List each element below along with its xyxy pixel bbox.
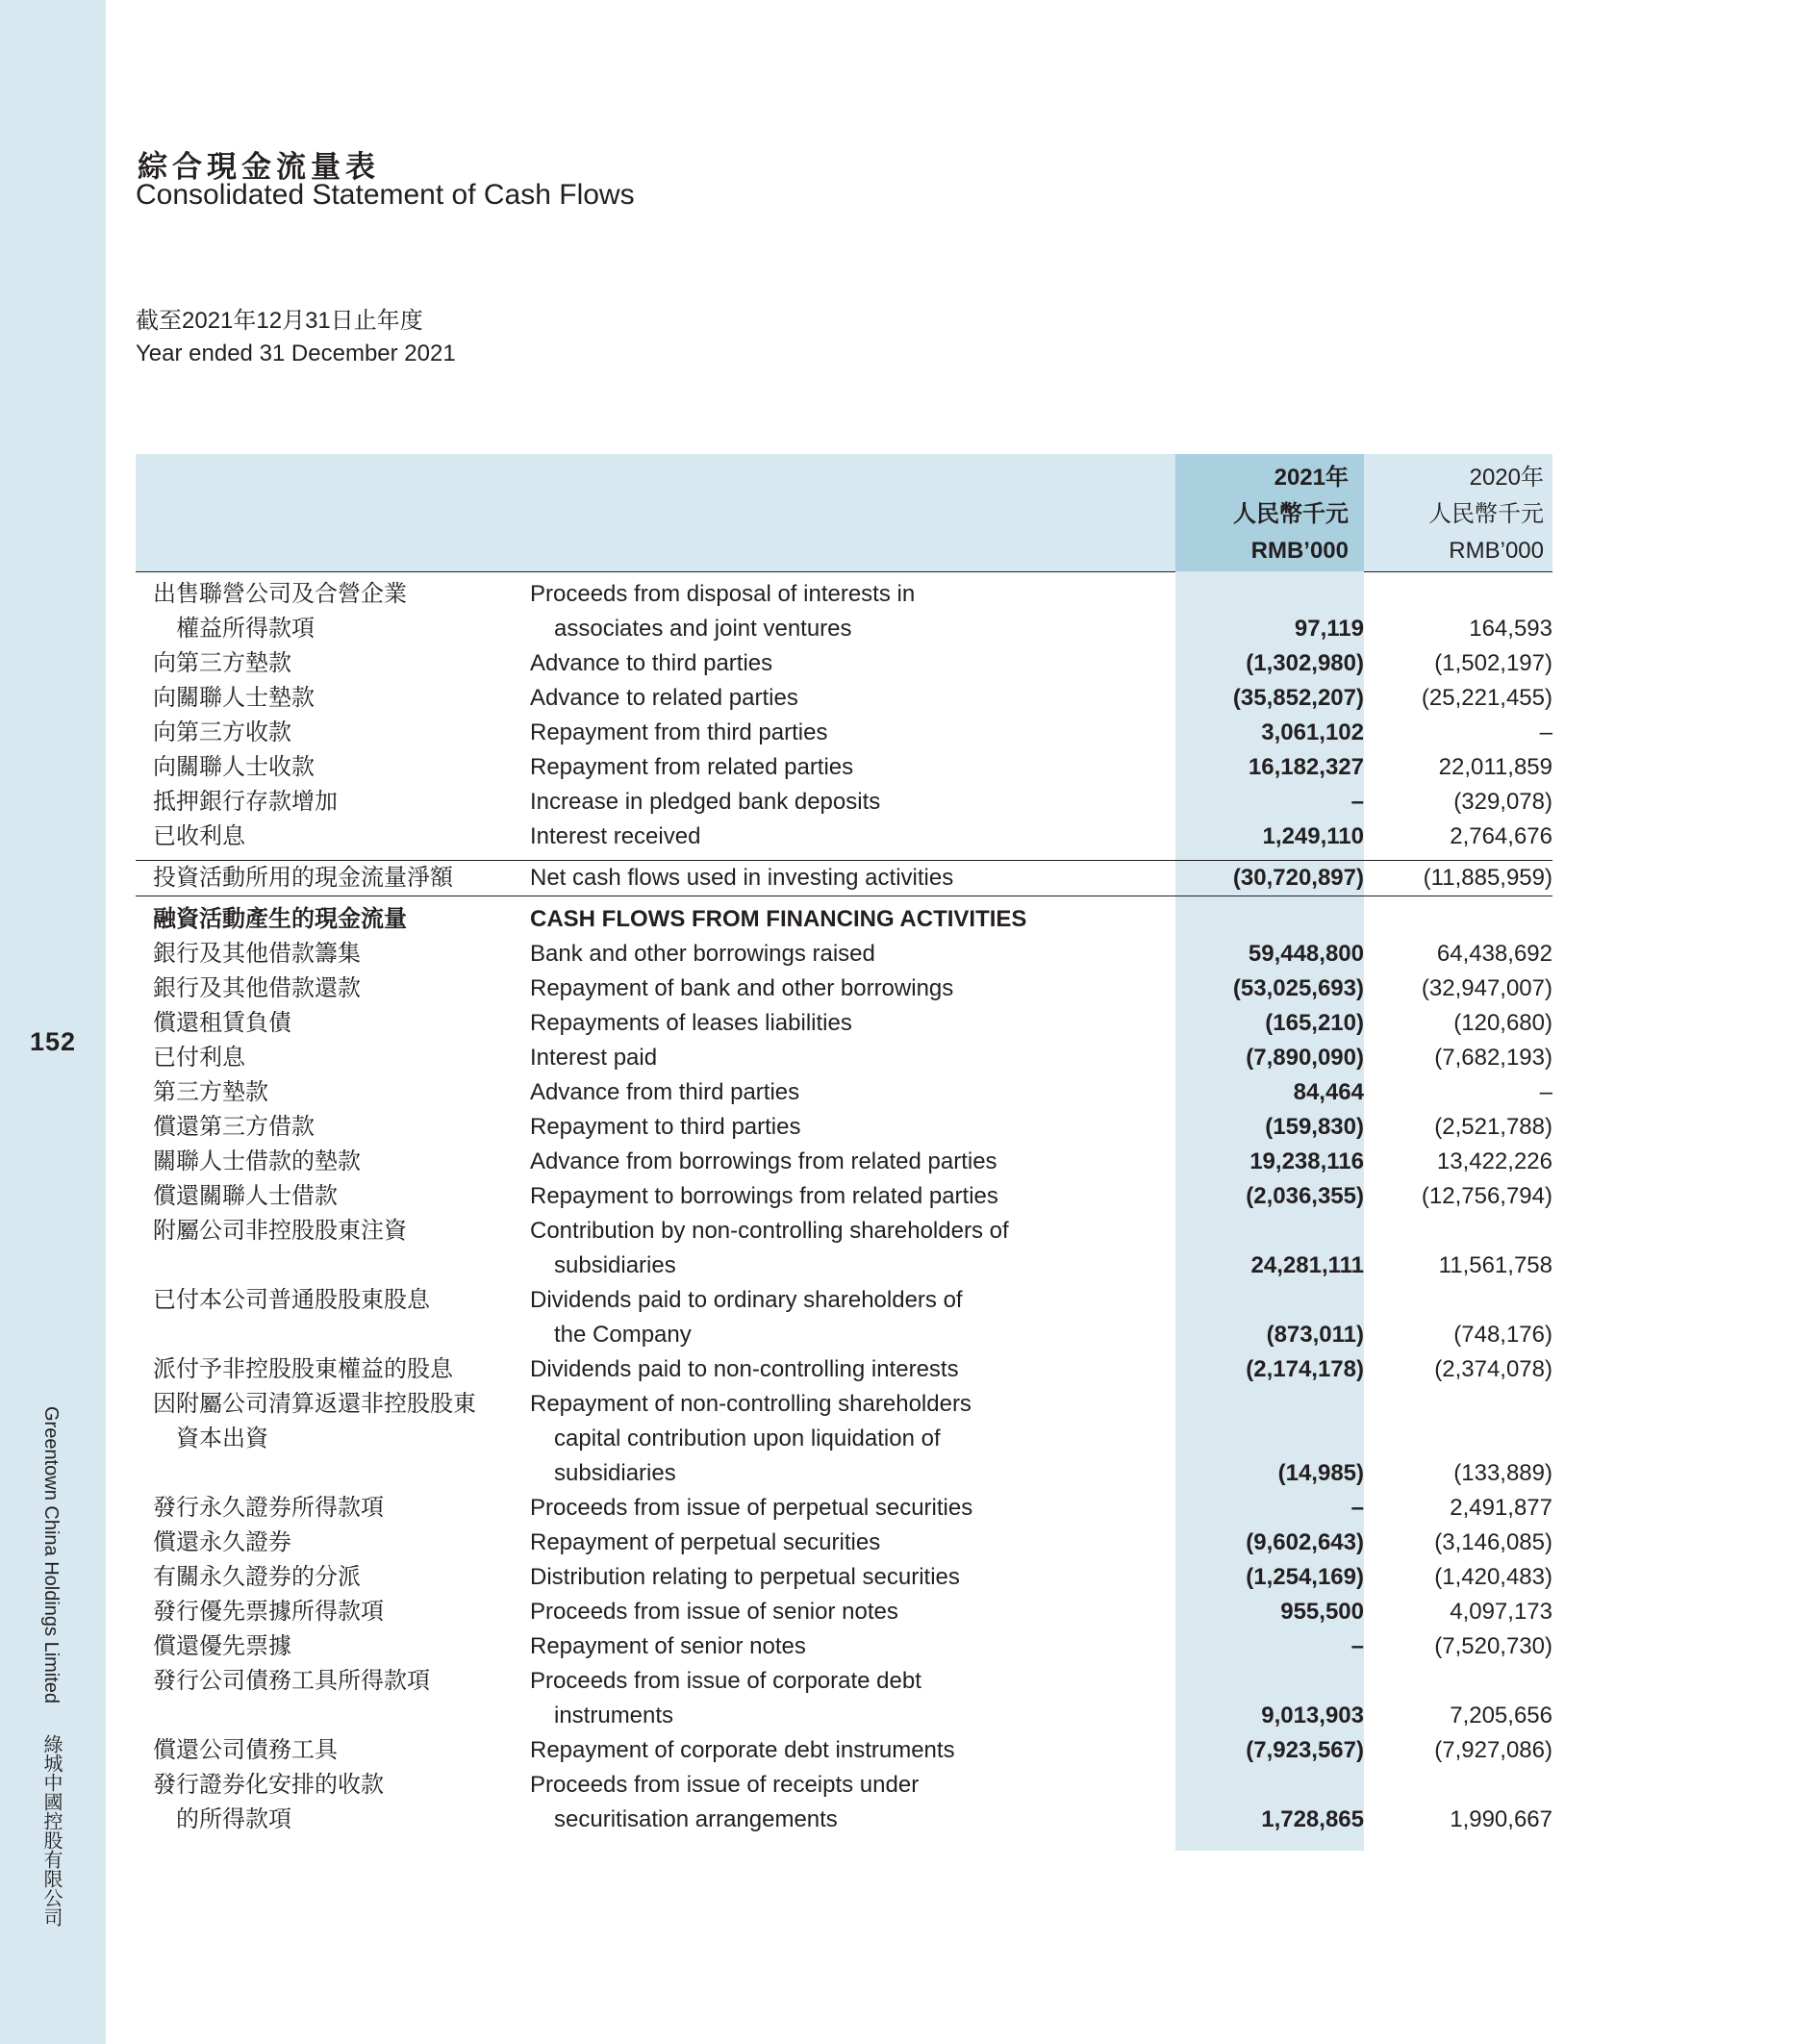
column-2021-unit-en: RMB’000 bbox=[1250, 538, 1349, 564]
row-label-en-line: subsidiaries bbox=[554, 1252, 676, 1278]
row-label-en bbox=[530, 1214, 1174, 1283]
row-label-zh bbox=[153, 1145, 514, 1179]
row-label-en-line: Proceeds from disposal of interests in bbox=[530, 581, 916, 607]
value-2021: (14,985) bbox=[1277, 1460, 1364, 1486]
row-label-zh bbox=[153, 861, 514, 896]
row-label-zh bbox=[153, 646, 514, 681]
row-label-zh-line: 因附屬公司清算返還非控股股東 bbox=[153, 1391, 476, 1417]
table-row bbox=[136, 1006, 1552, 1041]
row-label-en bbox=[530, 1110, 1174, 1145]
value-2020: (11,885,959) bbox=[1423, 865, 1552, 891]
row-label-en-line: Advance from third parties bbox=[530, 1079, 800, 1105]
row-label-zh bbox=[153, 1595, 514, 1629]
row-label-en-line: Repayment to borrowings from related parties bbox=[530, 1183, 998, 1209]
page-title-zh: 綜合現金流量表 bbox=[138, 150, 380, 185]
value-2021: (2,174,178) bbox=[1246, 1356, 1364, 1382]
value-2021: – bbox=[1350, 1633, 1364, 1659]
value-2020: (1,502,197) bbox=[1434, 650, 1552, 676]
row-label-en-line: Interest paid bbox=[530, 1045, 658, 1071]
row-label-zh bbox=[153, 716, 514, 750]
value-2020: 1,990,667 bbox=[1450, 1806, 1552, 1832]
row-label-en-line: Repayment to third parties bbox=[530, 1114, 801, 1140]
table-row bbox=[136, 1179, 1552, 1214]
table-row bbox=[136, 1629, 1552, 1664]
table-row bbox=[136, 1768, 1552, 1837]
row-label-zh-line: 投資活動所用的現金流量淨額 bbox=[153, 865, 453, 891]
row-label-zh bbox=[153, 937, 514, 972]
value-2020: 164,593 bbox=[1469, 616, 1552, 642]
value-2020: (7,927,086) bbox=[1434, 1737, 1552, 1763]
company-name-en: Greentown China Holdings Limited bbox=[40, 1406, 62, 1704]
value-2021: 1,249,110 bbox=[1262, 823, 1364, 849]
row-label-zh bbox=[153, 681, 514, 716]
value-2020: (329,078) bbox=[1453, 789, 1552, 815]
table-row bbox=[136, 937, 1552, 972]
row-label-en bbox=[530, 716, 1174, 750]
cash-flow-table-body bbox=[136, 577, 1552, 1837]
row-label-en bbox=[530, 646, 1174, 681]
row-label-zh-line: 向關聯人士收款 bbox=[153, 754, 315, 780]
row-label-zh-line: 第三方墊款 bbox=[153, 1079, 268, 1105]
row-label-zh bbox=[153, 820, 514, 854]
value-2021: 16,182,327 bbox=[1248, 754, 1364, 780]
table-total-row bbox=[136, 860, 1552, 896]
row-label-zh bbox=[153, 1664, 514, 1699]
row-label-zh bbox=[153, 1006, 514, 1041]
row-label-zh-line: 權益所得款項 bbox=[176, 616, 315, 642]
row-label-zh-line: 已付本公司普通股股東股息 bbox=[153, 1287, 430, 1313]
row-label-zh-line: 向第三方墊款 bbox=[153, 650, 291, 676]
row-label-en bbox=[530, 1595, 1174, 1629]
value-2021: 19,238,116 bbox=[1249, 1148, 1364, 1174]
value-2020: 64,438,692 bbox=[1436, 941, 1552, 967]
row-label-en bbox=[530, 861, 1174, 896]
value-2021: (873,011) bbox=[1266, 1322, 1364, 1348]
row-label-en-line: Distribution relating to perpetual securities bbox=[530, 1564, 960, 1590]
row-label-zh bbox=[153, 785, 514, 820]
row-label-zh bbox=[153, 1733, 514, 1768]
row-label-en bbox=[530, 1491, 1174, 1526]
row-label-en-line: Repayment of non-controlling shareholders bbox=[530, 1391, 972, 1417]
row-label-zh bbox=[153, 1110, 514, 1145]
company-name-vertical bbox=[38, 1406, 65, 1927]
table-row bbox=[136, 750, 1552, 785]
row-label-zh bbox=[153, 1768, 514, 1837]
value-2021: 1,728,865 bbox=[1261, 1806, 1364, 1832]
value-2020: 7,205,656 bbox=[1450, 1703, 1552, 1729]
row-label-en-line: Dividends paid to ordinary shareholders of bbox=[530, 1287, 963, 1313]
company-name-zh: 綠城中國控股有限公司 bbox=[40, 1733, 62, 1927]
row-label-en-line: securitisation arrangements bbox=[554, 1806, 838, 1832]
value-2020: (12,756,794) bbox=[1421, 1183, 1552, 1209]
page-number: 152 bbox=[29, 1027, 77, 1056]
table-row bbox=[136, 1387, 1552, 1491]
row-label-en bbox=[530, 1629, 1174, 1664]
row-label-en-line: Advance to third parties bbox=[530, 650, 773, 676]
row-label-zh-line: 銀行及其他借款籌集 bbox=[153, 941, 361, 967]
table-row bbox=[136, 716, 1552, 750]
row-label-en-line: Proceeds from issue of receipts under bbox=[530, 1772, 920, 1798]
row-label-en bbox=[530, 1179, 1174, 1214]
row-label-zh-line: 資本出資 bbox=[176, 1426, 268, 1451]
row-label-en-line: Increase in pledged bank deposits bbox=[530, 789, 881, 815]
row-label-zh-line: 已付利息 bbox=[153, 1045, 245, 1071]
row-label-zh-line: 銀行及其他借款還款 bbox=[153, 975, 361, 1001]
value-2020: (2,521,788) bbox=[1434, 1114, 1552, 1140]
row-label-en bbox=[530, 1387, 1174, 1491]
value-2021: (1,254,169) bbox=[1246, 1564, 1364, 1590]
row-label-en-line: subsidiaries bbox=[554, 1460, 676, 1486]
row-label-en bbox=[530, 785, 1174, 820]
value-2021: 59,448,800 bbox=[1248, 941, 1364, 967]
value-2020: (7,520,730) bbox=[1434, 1633, 1552, 1659]
row-label-zh-line: 派付予非控股股東權益的股息 bbox=[153, 1356, 453, 1382]
row-label-zh bbox=[153, 902, 514, 937]
value-2020: (133,889) bbox=[1453, 1460, 1552, 1486]
column-2020-unit-zh: 人民幣千元 bbox=[1428, 501, 1544, 527]
value-2021: 84,464 bbox=[1293, 1079, 1364, 1105]
table-row bbox=[136, 785, 1552, 820]
row-label-en-line: Repayment of bank and other borrowings bbox=[530, 975, 954, 1001]
row-label-en-line: associates and joint ventures bbox=[554, 616, 852, 642]
row-label-zh bbox=[153, 1041, 514, 1075]
page-title-en: Consolidated Statement of Cash Flows bbox=[136, 179, 635, 211]
value-2021: – bbox=[1350, 1495, 1364, 1521]
value-2020: (32,947,007) bbox=[1421, 975, 1552, 1001]
row-label-zh bbox=[153, 1560, 514, 1595]
column-2020-unit-en: RMB’000 bbox=[1449, 538, 1544, 564]
value-2020: 22,011,859 bbox=[1438, 754, 1552, 780]
table-row bbox=[136, 1214, 1552, 1283]
row-label-en bbox=[530, 1526, 1174, 1560]
value-2021: 9,013,903 bbox=[1261, 1703, 1364, 1729]
value-2020: (7,682,193) bbox=[1434, 1045, 1552, 1071]
row-label-zh bbox=[153, 1526, 514, 1560]
value-2020: (1,420,483) bbox=[1434, 1564, 1552, 1590]
row-label-en bbox=[530, 820, 1174, 854]
row-label-en-line: Repayment of senior notes bbox=[530, 1633, 806, 1659]
row-label-en bbox=[530, 1733, 1174, 1768]
value-2020: (2,374,078) bbox=[1434, 1356, 1552, 1382]
value-2021: (2,036,355) bbox=[1246, 1183, 1364, 1209]
row-label-en bbox=[530, 681, 1174, 716]
value-2020: 13,422,226 bbox=[1436, 1148, 1552, 1174]
row-label-en bbox=[530, 1006, 1174, 1041]
row-label-zh-line: 有關永久證券的分派 bbox=[153, 1564, 361, 1590]
table-row bbox=[136, 1491, 1552, 1526]
column-2020-year: 2020年 bbox=[1469, 465, 1544, 491]
row-label-zh bbox=[153, 972, 514, 1006]
column-2021-unit-zh: 人民幣千元 bbox=[1233, 501, 1349, 527]
row-label-zh bbox=[153, 1387, 514, 1456]
row-label-en bbox=[530, 1768, 1174, 1837]
value-2021: 24,281,111 bbox=[1250, 1252, 1364, 1278]
table-row bbox=[136, 1595, 1552, 1629]
table-row bbox=[136, 1283, 1552, 1352]
row-label-en-line: Repayment from third parties bbox=[530, 719, 828, 745]
row-label-zh-line: 抵押銀行存款增加 bbox=[153, 789, 338, 815]
row-label-zh-line: 出售聯營公司及合營企業 bbox=[153, 581, 407, 607]
row-label-en-line: Repayment from related parties bbox=[530, 754, 854, 780]
row-label-zh bbox=[153, 1075, 514, 1110]
table-section-row bbox=[136, 902, 1552, 937]
row-label-en bbox=[530, 902, 1174, 937]
row-label-en-line: CASH FLOWS FROM FINANCING ACTIVITIES bbox=[530, 906, 1027, 932]
row-label-en-line: instruments bbox=[554, 1703, 674, 1729]
table-row bbox=[136, 1110, 1552, 1145]
row-label-zh-line: 向關聯人士墊款 bbox=[153, 685, 315, 711]
column-2021-year: 2021年 bbox=[1274, 465, 1349, 491]
row-label-en-line: Contribution by non-controlling shareholders of bbox=[530, 1218, 1009, 1244]
value-2020: 2,491,877 bbox=[1450, 1495, 1552, 1521]
row-label-zh-line: 償還永久證券 bbox=[153, 1529, 291, 1555]
column-header-2020 bbox=[1364, 460, 1544, 569]
row-label-zh-line: 附屬公司非控股股東注資 bbox=[153, 1218, 407, 1244]
value-2020: (120,680) bbox=[1453, 1010, 1552, 1036]
value-2021: 3,061,102 bbox=[1261, 719, 1364, 745]
value-2020: (25,221,455) bbox=[1421, 685, 1552, 711]
value-2021: (1,302,980) bbox=[1246, 650, 1364, 676]
row-label-en-line: Advance to related parties bbox=[530, 685, 798, 711]
value-2021: (35,852,207) bbox=[1232, 685, 1364, 711]
row-label-en-line: Advance from borrowings from related parties bbox=[530, 1148, 997, 1174]
value-2020: 2,764,676 bbox=[1450, 823, 1552, 849]
row-label-en bbox=[530, 1352, 1174, 1387]
row-label-zh-line: 償還優先票據 bbox=[153, 1633, 291, 1659]
row-label-en bbox=[530, 1041, 1174, 1075]
row-label-en bbox=[530, 1560, 1174, 1595]
row-label-zh bbox=[153, 1179, 514, 1214]
row-label-zh-line: 發行永久證券所得款項 bbox=[153, 1495, 384, 1521]
row-label-en bbox=[530, 1664, 1174, 1733]
row-label-en-line: the Company bbox=[554, 1322, 692, 1348]
table-row bbox=[136, 646, 1552, 681]
value-2021: (53,025,693) bbox=[1232, 975, 1364, 1001]
table-row bbox=[136, 1075, 1552, 1110]
row-label-en-line: Bank and other borrowings raised bbox=[530, 941, 875, 967]
row-label-zh-line: 發行優先票據所得款項 bbox=[153, 1599, 384, 1625]
value-2020: 4,097,173 bbox=[1450, 1599, 1552, 1625]
column-header-2021 bbox=[1175, 460, 1349, 569]
row-label-zh-line: 向第三方收款 bbox=[153, 719, 291, 745]
row-label-en bbox=[530, 1075, 1174, 1110]
row-label-en-line: Proceeds from issue of senior notes bbox=[530, 1599, 898, 1625]
row-label-en bbox=[530, 972, 1174, 1006]
value-2020: 11,561,758 bbox=[1438, 1252, 1552, 1278]
table-row bbox=[136, 972, 1552, 1006]
value-2021: 955,500 bbox=[1280, 1599, 1364, 1625]
row-label-zh-line: 融資活動產生的現金流量 bbox=[153, 906, 407, 932]
value-2020: – bbox=[1539, 1079, 1552, 1105]
table-row bbox=[136, 820, 1552, 854]
row-label-zh bbox=[153, 1352, 514, 1387]
value-2021: 97,119 bbox=[1294, 616, 1364, 642]
value-2021: (7,923,567) bbox=[1246, 1737, 1364, 1763]
row-label-en-line: Dividends paid to non-controlling interests bbox=[530, 1356, 959, 1382]
table-row bbox=[136, 1526, 1552, 1560]
row-label-en-line: Net cash flows used in investing activities bbox=[530, 865, 954, 891]
row-label-zh-line: 發行證券化安排的收款 bbox=[153, 1772, 384, 1798]
row-label-zh bbox=[153, 750, 514, 785]
row-label-en-line: Repayment of perpetual securities bbox=[530, 1529, 881, 1555]
value-2021: (7,890,090) bbox=[1246, 1045, 1364, 1071]
row-label-zh-line: 償還租賃負債 bbox=[153, 1010, 291, 1036]
table-row bbox=[136, 1352, 1552, 1387]
row-label-en-line: Interest received bbox=[530, 823, 701, 849]
row-label-zh-line: 償還公司債務工具 bbox=[153, 1737, 338, 1763]
value-2020: – bbox=[1539, 719, 1552, 745]
row-label-zh-line: 償還第三方借款 bbox=[153, 1114, 315, 1140]
value-2020: (3,146,085) bbox=[1434, 1529, 1552, 1555]
table-row bbox=[136, 1733, 1552, 1768]
row-label-zh bbox=[153, 1214, 514, 1249]
table-row bbox=[136, 1145, 1552, 1179]
row-label-zh-line: 償還關聯人士借款 bbox=[153, 1183, 338, 1209]
row-label-en bbox=[530, 750, 1174, 785]
row-label-zh bbox=[153, 577, 514, 646]
value-2021: (30,720,897) bbox=[1232, 865, 1364, 891]
value-2021: (159,830) bbox=[1265, 1114, 1364, 1140]
table-row bbox=[136, 1560, 1552, 1595]
row-label-zh-line: 關聯人士借款的墊款 bbox=[153, 1148, 361, 1174]
table-row bbox=[136, 577, 1552, 646]
row-label-zh bbox=[153, 1491, 514, 1526]
row-label-en bbox=[530, 577, 1174, 646]
row-label-en bbox=[530, 937, 1174, 972]
table-row bbox=[136, 1664, 1552, 1733]
period-en: Year ended 31 December 2021 bbox=[136, 341, 456, 366]
row-label-zh-line: 的所得款項 bbox=[176, 1806, 291, 1832]
period-zh: 截至2021年12月31日止年度 bbox=[136, 308, 423, 334]
row-label-en-line: capital contribution upon liquidation of bbox=[554, 1426, 941, 1451]
row-label-en-line: Repayments of leases liabilities bbox=[530, 1010, 852, 1036]
table-row bbox=[136, 681, 1552, 716]
value-2021: (165,210) bbox=[1265, 1010, 1364, 1036]
value-2021: (9,602,643) bbox=[1246, 1529, 1364, 1555]
row-label-en-line: Proceeds from issue of perpetual securities bbox=[530, 1495, 973, 1521]
row-label-en-line: Repayment of corporate debt instruments bbox=[530, 1737, 955, 1763]
row-label-en bbox=[530, 1283, 1174, 1352]
row-label-zh-line: 發行公司債務工具所得款項 bbox=[153, 1668, 430, 1694]
row-label-en bbox=[530, 1145, 1174, 1179]
row-label-zh-line: 已收利息 bbox=[153, 823, 245, 849]
value-2021: – bbox=[1350, 789, 1364, 815]
row-label-zh bbox=[153, 1283, 514, 1318]
table-row bbox=[136, 1041, 1552, 1075]
value-2020: (748,176) bbox=[1453, 1322, 1552, 1348]
row-label-zh bbox=[153, 1629, 514, 1664]
row-label-en-line: Proceeds from issue of corporate debt bbox=[530, 1668, 921, 1694]
